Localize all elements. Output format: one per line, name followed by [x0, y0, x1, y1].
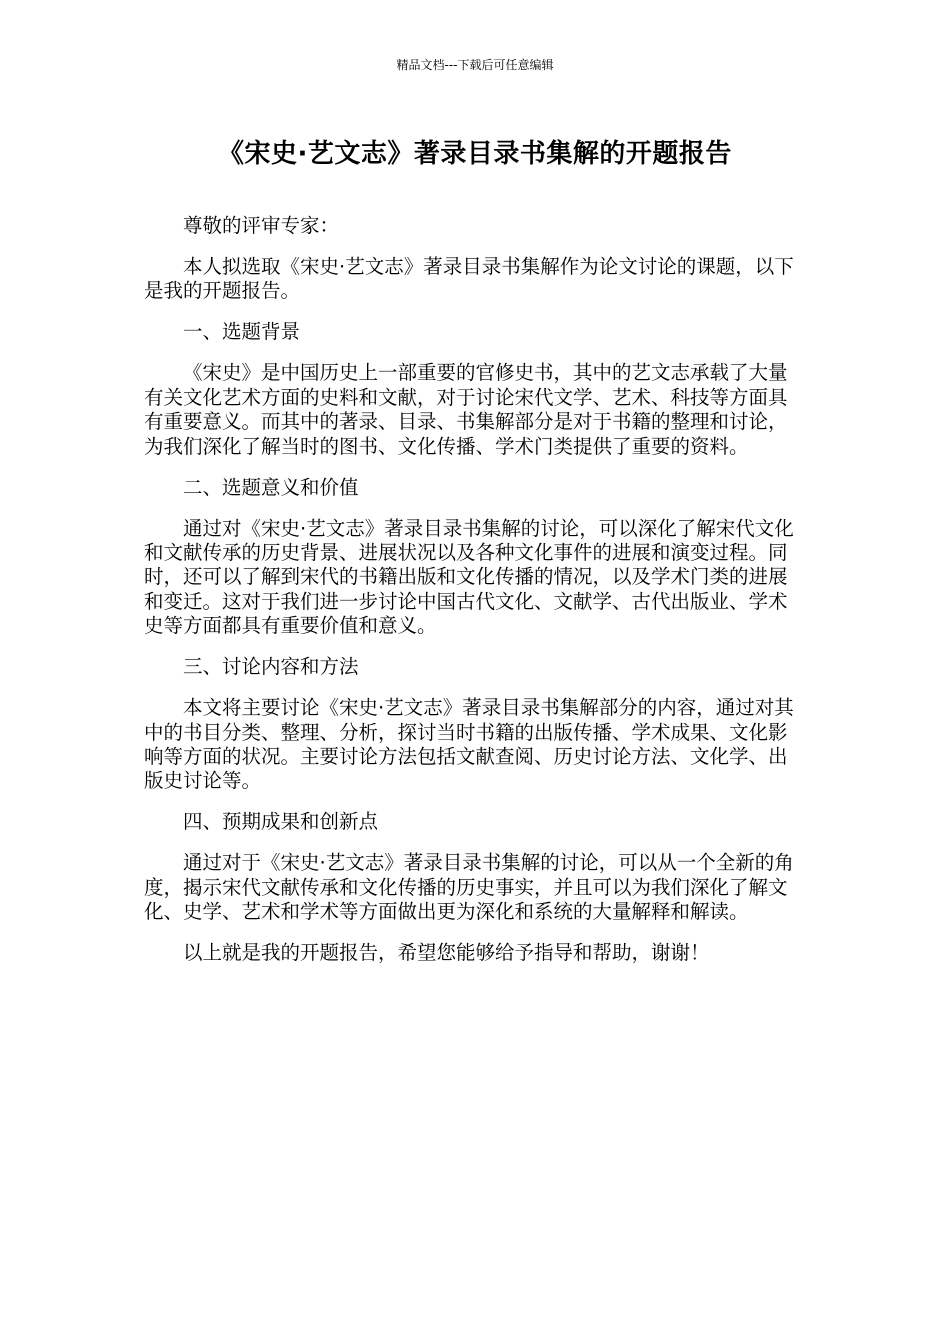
- background-paragraph: 《宋史》是中国历史上一部重要的官修史书，其中的艺文志承载了大量有关文化艺术方面的史料和文献，对于讨论宋代文学、艺术、科技等方面具有重要意义。而其中的著录、目录、书集解部分是对于书籍的整理和讨论，为我们深化了解当时的图书、文化传播、学术门类提供了重要的资料。: [144, 361, 788, 458]
- document-title: 《宋史·艺文志》著录目录书集解的开题报告: [218, 139, 732, 169]
- salutation: 尊敬的评审专家：: [183, 214, 340, 237]
- section-heading-methods: 三、讨论内容和方法: [183, 655, 359, 679]
- significance-paragraph: 通过对《宋史·艺文志》著录目录书集解的讨论，可以深化了解宋代文化和文献传承的历史背景、进展状况以及各种文化事件的进展和演变过程。同时，还可以了解到宋代的书籍出版和文化传播的情况，以及学术门类的进展和变迁。这对于我们进一步讨论中国古代文化、文献学、古代出版业、学术史等方面都具有重要价值和意义。: [144, 516, 794, 638]
- header-note: 精品文档---下载后可任意编辑: [396, 58, 554, 72]
- section-heading-background: 一、选题背景: [183, 320, 301, 344]
- methods-paragraph: 本文将主要讨论《宋史·艺文志》著录目录书集解部分的内容，通过对其中的书目分类、整理、分析，探讨当时书籍的出版传播、学术成果、文化影响等方面的状况。主要讨论方法包括文献查阅、历史讨论方法、文化学、出版史讨论等。: [144, 696, 794, 793]
- section-heading-significance: 二、选题意义和价值: [183, 475, 359, 499]
- intro-paragraph: 本人拟选取《宋史·艺文志》著录目录书集解作为论文讨论的课题，以下是我的开题报告。: [144, 255, 794, 303]
- closing-paragraph: 以上就是我的开题报告，希望您能够给予指导和帮助，谢谢！: [183, 941, 710, 965]
- document-body: [144, 214, 802, 982]
- outcomes-paragraph: 通过对于《宋史·艺文志》著录目录书集解的讨论，可以从一个全新的角度，揭示宋代文献传承和文化传播的历史事实，并且可以为我们深化了解文化、史学、艺术和学术等方面做出更为深化和系统的大量解释和解读。: [144, 851, 794, 924]
- section-heading-outcomes: 四、预期成果和创新点: [183, 810, 379, 834]
